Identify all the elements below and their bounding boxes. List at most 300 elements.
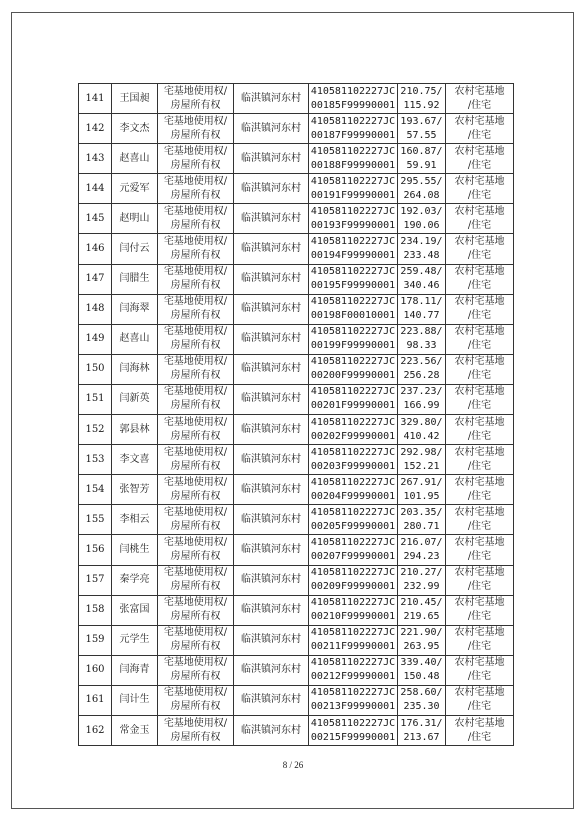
owner-name — [112, 144, 158, 174]
code-2-text: 00198F00010001 — [310, 310, 396, 322]
right-1-text: 宅基地使用权/ — [163, 296, 228, 308]
area-2-text: 166.99 — [403, 400, 440, 412]
use-2-text: /住宅 — [467, 159, 492, 171]
location — [234, 595, 309, 625]
owner-name — [112, 445, 158, 475]
right-type — [158, 505, 234, 535]
owner-name — [112, 715, 158, 745]
area-1-text: 292.98/ — [400, 446, 443, 458]
use-2-text: /住宅 — [467, 99, 492, 111]
right-type — [158, 475, 234, 505]
code-2-text: 00185F99990001 — [310, 99, 396, 111]
code-2-text: 00209F99990001 — [310, 581, 396, 593]
area-1-text: 223.56/ — [400, 356, 443, 368]
location-text: 临淇镇河东村 — [241, 694, 301, 706]
use-1-text: 农村宅基地 — [454, 326, 505, 338]
location — [234, 144, 309, 174]
location — [234, 84, 309, 114]
right-1-text: 宅基地使用权/ — [163, 506, 228, 518]
area-values — [398, 535, 446, 565]
use-1-text: 农村宅基地 — [454, 266, 505, 278]
right-1-text: 宅基地使用权/ — [163, 205, 228, 217]
table-row — [79, 264, 514, 294]
right-type — [158, 174, 234, 204]
table-row — [79, 354, 514, 384]
use-2-text: /住宅 — [467, 520, 492, 532]
owner-name — [112, 655, 158, 685]
name-text: 张富国 — [119, 604, 150, 616]
right-1-text: 宅基地使用权/ — [163, 597, 228, 609]
location-text: 临淇镇河东村 — [241, 333, 301, 345]
location-text: 临淇镇河东村 — [241, 634, 301, 646]
right-2-text: 房屋所有权 — [170, 310, 221, 322]
use-1-text: 农村宅基地 — [454, 175, 505, 187]
location — [234, 565, 309, 595]
unit-code — [309, 715, 398, 745]
name-text: 闫海林 — [119, 363, 150, 375]
code-2-text: 00191F99990001 — [310, 189, 396, 201]
code-2-text: 00205F99990001 — [310, 520, 396, 532]
location-text: 临淇镇河东村 — [241, 122, 301, 134]
area-2-text: 57.55 — [406, 129, 437, 141]
right-type — [158, 264, 234, 294]
use-2-text: /住宅 — [467, 129, 492, 141]
area-values — [398, 174, 446, 204]
area-values — [398, 415, 446, 445]
area-1-text: 267.91/ — [400, 476, 443, 488]
code-2-text: 00188F99990001 — [310, 159, 396, 171]
code-2-text: 00201F99990001 — [310, 400, 396, 412]
use-2-text: /住宅 — [467, 731, 492, 743]
land-use — [446, 505, 514, 535]
table-row — [79, 715, 514, 745]
row-number — [79, 565, 112, 595]
table-row — [79, 625, 514, 655]
location-text: 临淇镇河东村 — [241, 513, 301, 525]
location-text: 临淇镇河东村 — [241, 182, 301, 194]
area-values — [398, 354, 446, 384]
code-1-text: 410581102227JC — [310, 717, 396, 729]
area-2-text: 150.48 — [403, 671, 440, 683]
no-text: 156 — [85, 543, 105, 555]
table-row — [79, 535, 514, 565]
use-2-text: /住宅 — [467, 189, 492, 201]
area-values — [398, 204, 446, 234]
area-1-text: 176.31/ — [400, 717, 443, 729]
area-2-text: 232.99 — [403, 581, 440, 593]
table-row — [79, 204, 514, 234]
right-1-text: 宅基地使用权/ — [163, 145, 228, 157]
no-text: 151 — [85, 393, 105, 405]
no-text: 152 — [85, 423, 105, 435]
unit-code — [309, 324, 398, 354]
location-text: 临淇镇河东村 — [241, 604, 301, 616]
no-text: 150 — [85, 363, 105, 375]
use-2-text: /住宅 — [467, 671, 492, 683]
name-text: 张智芳 — [119, 483, 150, 495]
area-1-text: 329.80/ — [400, 416, 443, 428]
use-1-text: 农村宅基地 — [454, 536, 505, 548]
unit-code — [309, 234, 398, 264]
right-1-text: 宅基地使用权/ — [163, 326, 228, 338]
no-text: 154 — [85, 483, 105, 495]
location — [234, 174, 309, 204]
area-1-text: 210.27/ — [400, 567, 443, 579]
code-2-text: 00199F99990001 — [310, 340, 396, 352]
name-text: 闫付云 — [119, 243, 150, 255]
code-2-text: 00194F99990001 — [310, 250, 396, 262]
location — [234, 715, 309, 745]
area-1-text: 295.55/ — [400, 175, 443, 187]
no-text: 145 — [85, 212, 105, 224]
right-type — [158, 595, 234, 625]
table-row — [79, 445, 514, 475]
owner-name — [112, 114, 158, 144]
use-2-text: /住宅 — [467, 250, 492, 262]
no-text: 146 — [85, 243, 105, 255]
unit-code — [309, 625, 398, 655]
area-1-text: 210.75/ — [400, 85, 443, 97]
right-1-text: 宅基地使用权/ — [163, 416, 228, 428]
table-row — [79, 415, 514, 445]
land-use — [446, 354, 514, 384]
right-2-text: 房屋所有权 — [170, 490, 221, 502]
owner-name — [112, 294, 158, 324]
use-1-text: 农村宅基地 — [454, 386, 505, 398]
area-1-text: 237.23/ — [400, 386, 443, 398]
right-1-text: 宅基地使用权/ — [163, 356, 228, 368]
name-text: 秦学亮 — [119, 574, 150, 586]
location-text: 临淇镇河东村 — [241, 393, 301, 405]
location — [234, 415, 309, 445]
right-2-text: 房屋所有权 — [170, 250, 221, 262]
code-1-text: 410581102227JC — [310, 326, 396, 338]
code-2-text: 00210F99990001 — [310, 611, 396, 623]
no-text: 161 — [85, 694, 105, 706]
no-text: 157 — [85, 574, 105, 586]
unit-code — [309, 445, 398, 475]
table-row — [79, 144, 514, 174]
area-2-text: 256.28 — [403, 370, 440, 382]
location-text: 临淇镇河东村 — [241, 152, 301, 164]
area-2-text: 235.30 — [403, 701, 440, 713]
name-text: 赵明山 — [119, 212, 150, 224]
location-text: 临淇镇河东村 — [241, 664, 301, 676]
location — [234, 505, 309, 535]
area-2-text: 233.48 — [403, 250, 440, 262]
row-number — [79, 204, 112, 234]
area-1-text: 210.45/ — [400, 597, 443, 609]
unit-code — [309, 685, 398, 715]
table-row — [79, 174, 514, 204]
owner-name — [112, 595, 158, 625]
land-use — [446, 595, 514, 625]
area-1-text: 178.11/ — [400, 296, 443, 308]
row-number — [79, 354, 112, 384]
row-number — [79, 505, 112, 535]
code-1-text: 410581102227JC — [310, 416, 396, 428]
table-row — [79, 84, 514, 114]
area-values — [398, 565, 446, 595]
land-use — [446, 324, 514, 354]
row-number — [79, 535, 112, 565]
code-1-text: 410581102227JC — [310, 85, 396, 97]
unit-code — [309, 144, 398, 174]
area-2-text: 190.06 — [403, 219, 440, 231]
area-2-text: 264.08 — [403, 189, 440, 201]
use-2-text: /住宅 — [467, 581, 492, 593]
use-1-text: 农村宅基地 — [454, 476, 505, 488]
use-1-text: 农村宅基地 — [454, 115, 505, 127]
use-2-text: /住宅 — [467, 460, 492, 472]
right-2-text: 房屋所有权 — [170, 280, 221, 292]
right-2-text: 房屋所有权 — [170, 581, 221, 593]
unit-code — [309, 354, 398, 384]
no-text: 158 — [85, 604, 105, 616]
location-text: 临淇镇河东村 — [241, 303, 301, 315]
right-1-text: 宅基地使用权/ — [163, 687, 228, 699]
location-text: 临淇镇河东村 — [241, 423, 301, 435]
area-1-text: 160.87/ — [400, 145, 443, 157]
right-type — [158, 294, 234, 324]
use-2-text: /住宅 — [467, 310, 492, 322]
right-type — [158, 84, 234, 114]
row-number — [79, 324, 112, 354]
use-2-text: /住宅 — [467, 550, 492, 562]
table-row — [79, 114, 514, 144]
row-number — [79, 114, 112, 144]
name-text: 闫海青 — [119, 664, 150, 676]
owner-name — [112, 354, 158, 384]
location — [234, 535, 309, 565]
right-type — [158, 655, 234, 685]
code-1-text: 410581102227JC — [310, 506, 396, 518]
area-values — [398, 625, 446, 655]
right-2-text: 房屋所有权 — [170, 159, 221, 171]
use-2-text: /住宅 — [467, 280, 492, 292]
area-values — [398, 234, 446, 264]
no-text: 143 — [85, 152, 105, 164]
no-text: 153 — [85, 453, 105, 465]
no-text: 144 — [85, 182, 105, 194]
unit-code — [309, 264, 398, 294]
location-text: 临淇镇河东村 — [241, 574, 301, 586]
code-2-text: 00195F99990001 — [310, 280, 396, 292]
area-values — [398, 505, 446, 535]
name-text: 郭县林 — [119, 423, 150, 435]
area-values — [398, 685, 446, 715]
name-text: 李文喜 — [119, 453, 150, 465]
land-use — [446, 655, 514, 685]
use-1-text: 农村宅基地 — [454, 85, 505, 97]
location — [234, 655, 309, 685]
page-number: 8 / 26 — [282, 760, 304, 770]
land-use — [446, 204, 514, 234]
location-text: 临淇镇河东村 — [241, 483, 301, 495]
code-1-text: 410581102227JC — [310, 687, 396, 699]
location — [234, 445, 309, 475]
right-1-text: 宅基地使用权/ — [163, 386, 228, 398]
unit-code — [309, 174, 398, 204]
right-2-text: 房屋所有权 — [170, 641, 221, 653]
owner-name — [112, 505, 158, 535]
table-row — [79, 234, 514, 264]
code-2-text: 00215F99990001 — [310, 731, 396, 743]
area-2-text: 213.67 — [403, 731, 440, 743]
code-2-text: 00200F99990001 — [310, 370, 396, 382]
area-values — [398, 595, 446, 625]
use-1-text: 农村宅基地 — [454, 687, 505, 699]
no-text: 159 — [85, 634, 105, 646]
land-use — [446, 234, 514, 264]
area-2-text: 101.95 — [403, 490, 440, 502]
use-2-text: /住宅 — [467, 340, 492, 352]
use-2-text: /住宅 — [467, 370, 492, 382]
owner-name — [112, 625, 158, 655]
table-row — [79, 505, 514, 535]
name-text: 李文杰 — [119, 122, 150, 134]
use-1-text: 农村宅基地 — [454, 145, 505, 157]
no-text: 148 — [85, 303, 105, 315]
right-1-text: 宅基地使用权/ — [163, 476, 228, 488]
code-1-text: 410581102227JC — [310, 145, 396, 157]
name-text: 常金玉 — [119, 724, 150, 736]
right-1-text: 宅基地使用权/ — [163, 567, 228, 579]
unit-code — [309, 384, 398, 414]
name-text: 李相云 — [119, 513, 150, 525]
table-row — [79, 595, 514, 625]
right-2-text: 房屋所有权 — [170, 340, 221, 352]
area-values — [398, 294, 446, 324]
land-use — [446, 84, 514, 114]
right-2-text: 房屋所有权 — [170, 370, 221, 382]
right-2-text: 房屋所有权 — [170, 189, 221, 201]
land-use — [446, 114, 514, 144]
code-1-text: 410581102227JC — [310, 536, 396, 548]
location — [234, 475, 309, 505]
location-text: 临淇镇河东村 — [241, 212, 301, 224]
owner-name — [112, 174, 158, 204]
unit-code — [309, 475, 398, 505]
unit-code — [309, 595, 398, 625]
row-number — [79, 475, 112, 505]
right-type — [158, 415, 234, 445]
land-use — [446, 475, 514, 505]
area-1-text: 234.19/ — [400, 236, 443, 248]
right-1-text: 宅基地使用权/ — [163, 657, 228, 669]
right-2-text: 房屋所有权 — [170, 400, 221, 412]
area-1-text: 193.67/ — [400, 115, 443, 127]
right-2-text: 房屋所有权 — [170, 460, 221, 472]
no-text: 142 — [85, 122, 105, 134]
owner-name — [112, 204, 158, 234]
location — [234, 384, 309, 414]
use-1-text: 农村宅基地 — [454, 597, 505, 609]
code-2-text: 00212F99990001 — [310, 671, 396, 683]
location — [234, 204, 309, 234]
right-type — [158, 685, 234, 715]
area-2-text: 280.71 — [403, 520, 440, 532]
area-values — [398, 114, 446, 144]
table-row — [79, 655, 514, 685]
location-text: 临淇镇河东村 — [241, 724, 301, 736]
area-1-text: 221.90/ — [400, 627, 443, 639]
land-use — [446, 445, 514, 475]
land-use — [446, 384, 514, 414]
row-number — [79, 144, 112, 174]
right-type — [158, 144, 234, 174]
use-2-text: /住宅 — [467, 219, 492, 231]
owner-name — [112, 685, 158, 715]
row-number — [79, 415, 112, 445]
right-1-text: 宅基地使用权/ — [163, 236, 228, 248]
owner-name — [112, 384, 158, 414]
code-2-text: 00207F99990001 — [310, 550, 396, 562]
code-1-text: 410581102227JC — [310, 296, 396, 308]
area-2-text: 98.33 — [406, 340, 437, 352]
code-1-text: 410581102227JC — [310, 627, 396, 639]
area-values — [398, 445, 446, 475]
name-text: 闫桃生 — [119, 543, 150, 555]
right-1-text: 宅基地使用权/ — [163, 115, 228, 127]
location — [234, 234, 309, 264]
owner-name — [112, 264, 158, 294]
area-values — [398, 655, 446, 685]
land-use — [446, 535, 514, 565]
code-1-text: 410581102227JC — [310, 597, 396, 609]
name-text: 闫计生 — [119, 694, 150, 706]
property-registry-table — [78, 83, 514, 746]
use-2-text: /住宅 — [467, 701, 492, 713]
right-2-text: 房屋所有权 — [170, 99, 221, 111]
row-number — [79, 264, 112, 294]
owner-name — [112, 535, 158, 565]
use-1-text: 农村宅基地 — [454, 627, 505, 639]
area-values — [398, 384, 446, 414]
row-number — [79, 685, 112, 715]
location — [234, 324, 309, 354]
row-number — [79, 84, 112, 114]
unit-code — [309, 565, 398, 595]
name-text: 闫海翠 — [119, 303, 150, 315]
owner-name — [112, 565, 158, 595]
land-use — [446, 715, 514, 745]
code-2-text: 00187F99990001 — [310, 129, 396, 141]
use-2-text: /住宅 — [467, 430, 492, 442]
code-1-text: 410581102227JC — [310, 356, 396, 368]
location — [234, 625, 309, 655]
use-2-text: /住宅 — [467, 490, 492, 502]
no-text: 147 — [85, 273, 105, 285]
use-2-text: /住宅 — [467, 611, 492, 623]
no-text: 149 — [85, 333, 105, 345]
code-1-text: 410581102227JC — [310, 115, 396, 127]
area-1-text: 223.88/ — [400, 326, 443, 338]
row-number — [79, 625, 112, 655]
right-1-text: 宅基地使用权/ — [163, 536, 228, 548]
code-1-text: 410581102227JC — [310, 266, 396, 278]
area-1-text: 259.48/ — [400, 266, 443, 278]
use-1-text: 农村宅基地 — [454, 717, 505, 729]
owner-name — [112, 84, 158, 114]
land-use — [446, 685, 514, 715]
area-values — [398, 475, 446, 505]
table-row — [79, 324, 514, 354]
right-type — [158, 324, 234, 354]
code-1-text: 410581102227JC — [310, 657, 396, 669]
right-1-text: 宅基地使用权/ — [163, 266, 228, 278]
location — [234, 114, 309, 144]
